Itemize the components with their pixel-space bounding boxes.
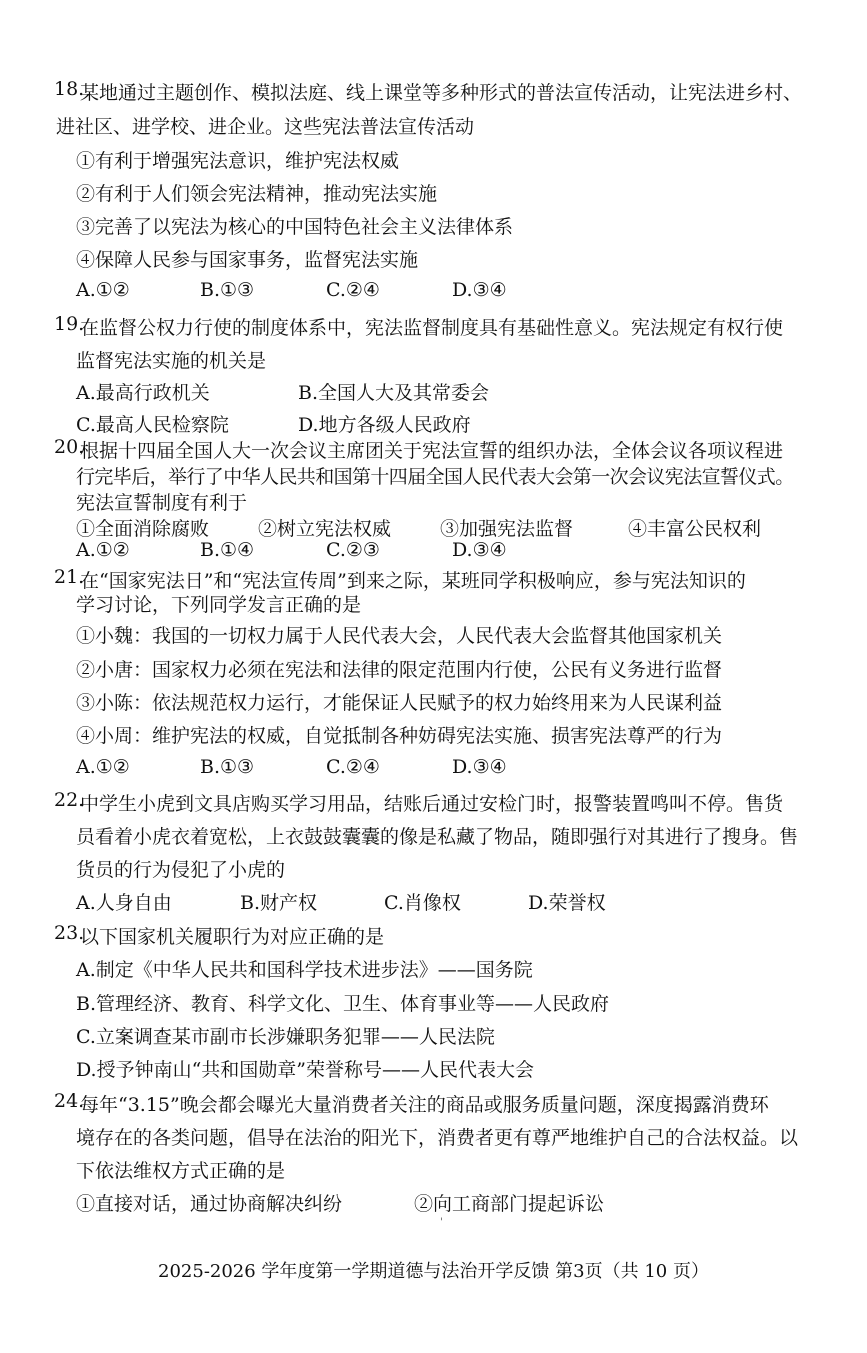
question-stem-line: 货员的行为侵犯了小虎的: [76, 859, 286, 881]
question-stem-line: 宪法宣誓制度有利于: [76, 492, 248, 514]
option-d: D.③④: [452, 756, 507, 778]
statement: ①直接对话，通过协商解决纠纷: [76, 1193, 343, 1215]
question-stem-line: 以下国家机关履职行为对应正确的是: [80, 926, 385, 948]
question-stem-line: 根据十四届全国人大一次会议主席团关于宪法宣誓的组织办法，全体会议各项议程进: [80, 440, 784, 462]
option-b: B.全国人大及其常委会: [298, 382, 490, 404]
statement: ②小唐：国家权力必须在宪法和法律的限定范围内行使，公民有义务进行监督: [76, 659, 723, 681]
option-c: C.②③: [326, 539, 380, 561]
statement: ②树立宪法权威: [258, 518, 392, 540]
statement: ②向工商部门提起诉讼: [414, 1193, 605, 1215]
question-stem-line: 员看着小虎衣着宽松，上衣鼓鼓囊囊的像是私藏了物品，随即强行对其进行了搜身。售: [76, 826, 799, 848]
option-a: A.①②: [76, 539, 130, 561]
option-a: A.人身自由: [76, 892, 172, 914]
option-d: D.地方各级人民政府: [298, 414, 471, 436]
statement: ④小周：维护宪法的权威，自觉抵制各种妨碍宪法实施、损害宪法尊严的行为: [76, 725, 723, 747]
option-d: D.授予钟南山“共和国勋章”荣誉称号——人民代表大会: [76, 1059, 535, 1081]
option-a: A.①②: [76, 756, 130, 778]
option-c: C.②④: [326, 756, 380, 778]
question-stem-line: 下依法维权方式正确的是: [76, 1160, 286, 1182]
page-footer: 2025-2026 学年度第一学期道德与法治开学反馈 第3页（共 10 页）: [158, 1261, 709, 1282]
statement: ④丰富公民权利: [628, 518, 762, 540]
question-stem-line: 每年“3.15”晚会都会曝光大量消费者关注的商品或服务质量问题，深度揭露消费环: [80, 1094, 769, 1116]
scan-mark: ': [440, 1217, 443, 1228]
question-stem-line: 在“国家宪法日”和“宪法宣传周”到来之际，某班同学积极响应，参与宪法知识的: [80, 570, 746, 592]
option-b: B.①③: [200, 756, 255, 778]
statement: ②有利于人们领会宪法精神，推动宪法实施: [76, 183, 438, 205]
option-d: D.③④: [452, 279, 507, 301]
question-number: 23.: [54, 922, 85, 944]
option-b: B.①③: [200, 279, 255, 301]
question-stem-line: 进社区、进学校、进企业。这些宪法普法宣传活动: [56, 116, 475, 138]
statement: ③加强宪法监督: [440, 518, 574, 540]
question-stem-line: 在监督公权力行使的制度体系中，宪法监督制度具有基础性意义。宪法规定有权行使: [80, 317, 784, 339]
question-stem-line: 某地通过主题创作、模拟法庭、线上课堂等多种形式的普法宣传活动，让宪法进乡村、: [80, 82, 803, 104]
option-c: C.立案调查某市副市长涉嫌职务犯罪——人民法院: [76, 1026, 495, 1048]
question-stem-line: 行完毕后，举行了中华人民共和国第十四届全国人民代表大会第一次会议宪法宣誓仪式。: [76, 466, 794, 488]
question-number: 18.: [54, 78, 85, 100]
question-number: 19.: [54, 313, 85, 335]
statement: ①全面消除腐败: [76, 518, 210, 540]
statement: ④保障人民参与国家事务，监督宪法实施: [76, 249, 419, 271]
option-c: C.②④: [326, 279, 380, 301]
question-stem-line: 学习讨论，下列同学发言正确的是: [76, 594, 362, 616]
question-stem-line: 中学生小虎到文具店购买学习用品，结账后通过安检门时，报警装置鸣叫不停。售货: [80, 793, 784, 815]
question-number: 21.: [54, 566, 85, 588]
option-a: A.制定《中华人民共和国科学技术进步法》——国务院: [76, 959, 533, 981]
statement: ①小魏：我国的一切权力属于人民代表大会，人民代表大会监督其他国家机关: [76, 625, 723, 647]
statement: ③完善了以宪法为核心的中国特色社会主义法律体系: [76, 216, 514, 238]
question-number: 22.: [54, 789, 85, 811]
question-number: 20.: [54, 436, 85, 458]
option-c: C.肖像权: [384, 892, 461, 914]
option-d: D.③④: [452, 539, 507, 561]
question-number: 24.: [54, 1090, 85, 1112]
option-b: B.管理经济、教育、科学文化、卫生、体育事业等——人民政府: [76, 993, 610, 1015]
option-a: A.①②: [76, 279, 130, 301]
option-c: C.最高人民检察院: [76, 414, 229, 436]
question-stem-line: 监督宪法实施的机关是: [76, 350, 267, 372]
option-b: B.①④: [200, 539, 255, 561]
option-d: D.荣誉权: [528, 892, 606, 914]
option-a: A.最高行政机关: [76, 382, 210, 404]
statement: ①有利于增强宪法意识，维护宪法权威: [76, 150, 400, 172]
statement: ③小陈：依法规范权力运行，才能保证人民赋予的权力始终用来为人民谋利益: [76, 692, 723, 714]
option-b: B.财产权: [240, 892, 318, 914]
question-stem-line: 境存在的各类问题，倡导在法治的阳光下，消费者更有尊严地维护自己的合法权益。以: [76, 1127, 799, 1149]
